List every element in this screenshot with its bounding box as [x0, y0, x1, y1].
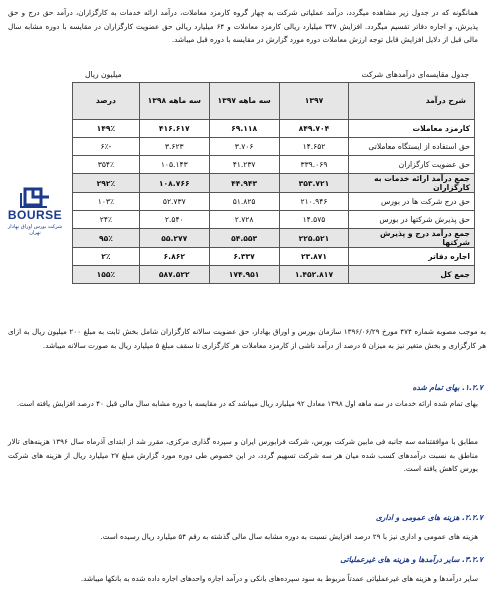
header-year-1397: ۱۳۹۷: [279, 83, 349, 120]
cell-percent: ۱۰۳٪: [73, 193, 140, 211]
logo-subtitle: شرکت بورس اوراق بهادار تهران: [7, 224, 63, 236]
cell-year-1397: ۱۴.۵۷۵: [279, 211, 349, 229]
intro-paragraph: همانگونه که در جدول زیر مشاهده میگردد، درآمد عملیاتی شرکت به چهار گروه کارمزد معاملات، درآمد ارائه خدمات به کارگزاران، درآمد حق درج و حق پذیرش، و اجاره دفاتر تقسیم میگردد. افزایش ۳۴۷ میلیارد ریالی کارمزد معاملات و ۶۴ میلیارد ریالی حق عضویت کارگزاران در مقایسه با دوره مشابه سال مالی قبل از دلایل افزایش قابل توجه ارزش معاملات دوره مورد گزارش در مقایسه با دوره قبل میباشد.: [8, 8, 478, 44]
cell-quarter-1397: ۳.۷۰۶: [209, 138, 279, 156]
logo-text: BOURSE: [7, 208, 63, 222]
cell-quarter-1398: ۶.۸۶۲: [139, 248, 209, 266]
cell-quarter-1397: ۶۹.۱۱۸: [209, 120, 279, 138]
cell-quarter-1398: ۵۲.۷۳۷: [139, 193, 209, 211]
cell-quarter-1398: ۱۰۵.۱۴۳: [139, 156, 209, 174]
row-label: اجاره دفاتر: [349, 248, 475, 266]
cell-percent: -۶٪: [73, 138, 140, 156]
cell-percent: ۹۵٪: [73, 229, 140, 248]
cell-year-1397: ۱۴.۶۵۲: [279, 138, 349, 156]
cell-year-1397: ۲۳.۸۷۱: [279, 248, 349, 266]
section-heading-other-income: ۳.۲.۷. سایر درآمدها و هزینه های غیرعملیاتی: [340, 555, 483, 564]
paragraph-other-income: سایر درآمدها و هزینه های غیرعملیاتی عمدتاً مربوط به سود سپرده‌های بانکی و درآمد اجاره واحدهای اجاره داده شده به بانکها میباشد.: [80, 574, 478, 583]
cell-quarter-1398: ۴۱۶.۶۱۷: [139, 120, 209, 138]
table-row: [73, 248, 475, 266]
cell-year-1397: ۲۱۰.۹۴۶: [279, 193, 349, 211]
row-label: حق عضویت کارگزاران: [349, 156, 475, 174]
cell-year-1397: ۳۳۹.۰۶۹: [279, 156, 349, 174]
header-title: شرح درآمد: [349, 83, 475, 120]
table-row-subtotal: [73, 229, 475, 248]
cell-quarter-1398: ۱۰۸.۷۶۶: [139, 174, 209, 193]
cell-percent: ۲۹۲٪: [73, 174, 140, 193]
header-quarter-1397: سه ماهه ۱۳۹۷: [209, 83, 279, 120]
table-row: [73, 156, 475, 174]
header-quarter-1398: سه ماهه ۱۳۹۸: [139, 83, 209, 120]
row-label: جمع کل: [349, 266, 475, 284]
cell-quarter-1397: ۱۷۴.۹۵۱: [209, 266, 279, 284]
table-row: [73, 193, 475, 211]
cell-percent: ۱۵۵٪: [73, 266, 140, 284]
row-label: حق درج شرکت ها در بورس: [349, 193, 475, 211]
paragraph-cost-1: بهای تمام شده ارائه خدمات در سه ماهه اول ۱۳۹۸ معادل ۹۲ میلیارد ریال میباشد که در مقایسه با دوره مشابه سال مالی قبل ۴۰ درصد افزایش یافته است.: [16, 399, 478, 408]
cell-percent: ۲٪: [73, 248, 140, 266]
section-heading-cost: ۱.۲.۷. بهای تمام شده: [412, 383, 483, 392]
cell-quarter-1398: ۳.۶۲۳: [139, 138, 209, 156]
row-label: کارمزد معاملات: [349, 120, 475, 138]
row-label: جمع درآمد ارائه خدمات به کارگزاران: [349, 174, 475, 193]
cell-percent: ۲۴٪: [73, 211, 140, 229]
cell-year-1397: ۳۵۳.۷۲۱: [279, 174, 349, 193]
table-unit: میلیون ریال: [85, 70, 122, 79]
table-row: [73, 211, 475, 229]
table-caption: جدول مقایسه‌ای درآمدهای شرکت: [361, 70, 469, 79]
cell-quarter-1397: ۲.۷۲۸: [209, 211, 279, 229]
table-row-subtotal: [73, 174, 475, 193]
cell-quarter-1397: ۵۴.۵۵۳: [209, 229, 279, 248]
cell-quarter-1398: ۵۸۷.۵۲۲: [139, 266, 209, 284]
cell-year-1397: ۲۲۵.۵۲۱: [279, 229, 349, 248]
section-heading-admin-expenses: ۲.۲.۷. هزینه های عمومی و اداری: [375, 513, 483, 522]
paragraph-membership-fee: به موجب مصوبه شماره ۴۷۴ مورخ ۱۳۹۶/۰۶/۲۹ سازمان بورس و اوراق بهادار، حق عضویت سالانه کارگزاران شامل بخش ثابت به مبلغ ۲۰۰ میلیون ریال به ازای هر کارگزاری و بخش متغیر نیز به میزان ۵ درصد از درآمد ناشی از کارمزد معاملات هر کارگزاری تا سقف مبلغ ۵ میلیارد ریال به صورت سالانه میباشد.: [8, 327, 487, 350]
table-row: [73, 138, 475, 156]
table-row-total: [73, 266, 475, 284]
cell-percent: ۱۴۹٪: [73, 120, 140, 138]
header-percent: درصد: [73, 83, 140, 120]
paragraph-admin-expenses: هزینه های عمومی و اداری نیز با ۲۹ درصد افزایش نسبت به دوره مشابه سال مالی گذشته به رقم ۵۴ میلیارد ریال رسیده است.: [100, 532, 478, 541]
table-captions: [75, 68, 475, 82]
cell-quarter-1398: ۵۵.۲۷۷: [139, 229, 209, 248]
table-header-row: [73, 83, 475, 120]
cell-quarter-1397: ۶.۳۳۷: [209, 248, 279, 266]
revenue-comparison-table: [72, 82, 475, 284]
cell-year-1397: ۱.۴۵۲.۸۱۷: [279, 266, 349, 284]
cell-quarter-1397: ۵۱.۸۲۵: [209, 193, 279, 211]
row-label: حق پذیرش شرکتها در بورس: [349, 211, 475, 229]
row-label: جمع درآمد درج و پذیرش شرکتها: [349, 229, 475, 248]
cell-percent: ۳۵۴٪: [73, 156, 140, 174]
cell-quarter-1397: ۴۱.۲۳۷: [209, 156, 279, 174]
cell-quarter-1397: ۴۴.۹۴۳: [209, 174, 279, 193]
row-label: حق استفاده از ایستگاه معاملاتی: [349, 138, 475, 156]
cell-year-1397: ۸۴۹.۷۰۴: [279, 120, 349, 138]
paragraph-cost-2: مطابق با موافقتنامه سه جانبه فی مابین شرکت بورس، شرکت فرابورس ایران و سپرده گذاری مرکزی، مقرر شد از ابتدای آذرماه سال ۱۳۹۶ هزینه‌های تالار مناطق به نسبت درآمدهای کسب شده میان هر سه شرکت تسهیم گردد، در این خصوص طی دوره مورد گزارش مبلغ ۲۷ میلیارد ریال از هزینه های شرکت بورس کاهش یافته است.: [8, 437, 478, 473]
cell-quarter-1398: ۲.۵۴۰: [139, 211, 209, 229]
table-row: [73, 120, 475, 138]
